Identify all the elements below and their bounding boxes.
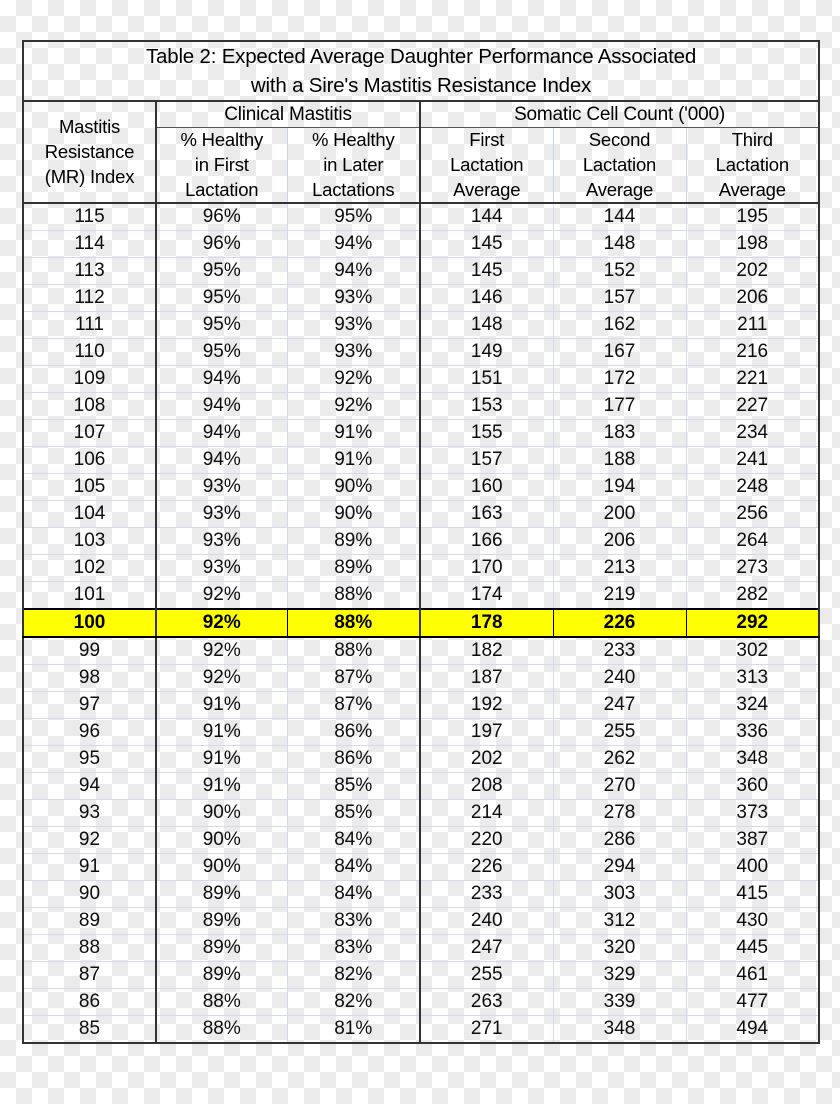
cell-scc-third-lactation: 494 [686, 1016, 819, 1044]
table-row [23, 501, 819, 528]
cell-scc-second-lactation: 144 [553, 203, 686, 231]
cell-scc-first-lactation: 145 [420, 258, 553, 285]
cell-scc-third-lactation: 221 [686, 366, 819, 393]
cell-scc-third-lactation: 461 [686, 962, 819, 989]
cell-healthy-later-lactations: 92% [287, 366, 420, 393]
table-title [23, 41, 819, 101]
cell-healthy-later-lactations: 83% [287, 935, 420, 962]
table-row [23, 528, 819, 555]
cell-scc-first-lactation: 149 [420, 339, 553, 366]
cell-healthy-first-lactation: 92% [156, 637, 287, 665]
hdr-c3-l2: Lactation [450, 154, 524, 176]
cell-mr-index: 97 [23, 692, 156, 719]
cell-healthy-first-lactation: 88% [156, 1016, 287, 1044]
cell-healthy-first-lactation: 96% [156, 203, 287, 231]
cell-scc-first-lactation: 271 [420, 1016, 553, 1044]
cell-scc-third-lactation: 216 [686, 339, 819, 366]
cell-healthy-later-lactations: 84% [287, 881, 420, 908]
hdr-c4-l2: Lactation [582, 154, 657, 176]
cell-scc-second-lactation: 262 [553, 746, 686, 773]
cell-scc-second-lactation: 162 [553, 312, 686, 339]
cell-scc-third-lactation: 445 [686, 935, 819, 962]
hdr-c2-l1: % Healthy [311, 129, 395, 151]
column-group-somatic-cell-count: Somatic Cell Count ('000) [420, 101, 819, 128]
hdr-c5-l2: Lactation [715, 154, 789, 176]
cell-scc-first-lactation: 166 [420, 528, 553, 555]
cell-scc-first-lactation: 255 [420, 962, 553, 989]
cell-scc-second-lactation: 240 [553, 665, 686, 692]
hdr-c1-l1: % Healthy [180, 129, 264, 151]
hdr-c5-l3: Average [718, 178, 786, 200]
cell-scc-first-lactation: 182 [420, 637, 553, 665]
table-title-line-2: with a Sire's Mastitis Resistance Index [250, 74, 592, 98]
cell-scc-first-lactation: 233 [420, 881, 553, 908]
hdr-c4-l1: Second [588, 129, 651, 151]
cell-healthy-first-lactation: 89% [156, 962, 287, 989]
hdr-c4-l3: Average [585, 178, 654, 200]
cell-scc-first-lactation: 144 [420, 203, 553, 231]
table-container [22, 40, 818, 1044]
cell-healthy-first-lactation: 91% [156, 692, 287, 719]
cell-scc-second-lactation: 339 [553, 989, 686, 1016]
cell-scc-first-lactation: 192 [420, 692, 553, 719]
cell-healthy-later-lactations: 82% [287, 962, 420, 989]
cell-scc-third-lactation: 202 [686, 258, 819, 285]
cell-mr-index: 94 [23, 773, 156, 800]
cell-mr-index: 106 [23, 447, 156, 474]
performance-table [22, 40, 820, 1044]
cell-healthy-later-lactations: 90% [287, 474, 420, 501]
cell-scc-second-lactation: 226 [553, 609, 686, 637]
cell-healthy-first-lactation: 95% [156, 258, 287, 285]
cell-mr-index: 93 [23, 800, 156, 827]
table-row [23, 692, 819, 719]
table-row [23, 582, 819, 610]
cell-scc-second-lactation: 233 [553, 637, 686, 665]
column-header-scc-first-lactation [420, 128, 553, 203]
cell-mr-index: 108 [23, 393, 156, 420]
table-row [23, 637, 819, 665]
cell-healthy-later-lactations: 94% [287, 258, 420, 285]
cell-healthy-first-lactation: 93% [156, 555, 287, 582]
mr-index-line-3: (MR) Index [44, 165, 135, 187]
cell-scc-first-lactation: 240 [420, 908, 553, 935]
table-row [23, 203, 819, 231]
cell-healthy-first-lactation: 91% [156, 746, 287, 773]
table-row [23, 935, 819, 962]
cell-scc-second-lactation: 157 [553, 285, 686, 312]
cell-scc-third-lactation: 415 [686, 881, 819, 908]
cell-scc-third-lactation: 273 [686, 555, 819, 582]
cell-healthy-later-lactations: 84% [287, 854, 420, 881]
cell-scc-first-lactation: 145 [420, 231, 553, 258]
cell-healthy-first-lactation: 93% [156, 501, 287, 528]
table-row [23, 827, 819, 854]
cell-healthy-later-lactations: 85% [287, 773, 420, 800]
cell-scc-second-lactation: 177 [553, 393, 686, 420]
table-row [23, 258, 819, 285]
cell-healthy-first-lactation: 96% [156, 231, 287, 258]
cell-healthy-first-lactation: 93% [156, 474, 287, 501]
cell-healthy-first-lactation: 94% [156, 393, 287, 420]
cell-scc-second-lactation: 270 [553, 773, 686, 800]
cell-scc-third-lactation: 387 [686, 827, 819, 854]
cell-scc-second-lactation: 188 [553, 447, 686, 474]
cell-healthy-later-lactations: 93% [287, 339, 420, 366]
cell-scc-third-lactation: 348 [686, 746, 819, 773]
cell-scc-third-lactation: 256 [686, 501, 819, 528]
cell-healthy-later-lactations: 85% [287, 800, 420, 827]
table-row [23, 989, 819, 1016]
cell-healthy-later-lactations: 87% [287, 665, 420, 692]
column-group-clinical-mastitis: Clinical Mastitis [156, 101, 420, 128]
table-row [23, 881, 819, 908]
cell-healthy-later-lactations: 91% [287, 420, 420, 447]
cell-scc-first-lactation: 146 [420, 285, 553, 312]
table-body [23, 203, 819, 1043]
cell-scc-first-lactation: 220 [420, 827, 553, 854]
table-row [23, 555, 819, 582]
table-head [23, 41, 819, 203]
cell-mr-index: 92 [23, 827, 156, 854]
cell-scc-second-lactation: 303 [553, 881, 686, 908]
cell-scc-third-lactation: 211 [686, 312, 819, 339]
cell-healthy-later-lactations: 88% [287, 582, 420, 610]
cell-mr-index: 88 [23, 935, 156, 962]
cell-scc-third-lactation: 430 [686, 908, 819, 935]
cell-scc-third-lactation: 302 [686, 637, 819, 665]
table-row [23, 719, 819, 746]
cell-scc-third-lactation: 227 [686, 393, 819, 420]
cell-healthy-first-lactation: 95% [156, 339, 287, 366]
cell-scc-first-lactation: 214 [420, 800, 553, 827]
column-header-healthy-later-lactations [287, 128, 420, 203]
cell-scc-second-lactation: 213 [553, 555, 686, 582]
cell-scc-first-lactation: 197 [420, 719, 553, 746]
cell-mr-index: 103 [23, 528, 156, 555]
cell-scc-first-lactation: 202 [420, 746, 553, 773]
cell-mr-index: 99 [23, 637, 156, 665]
cell-healthy-later-lactations: 95% [287, 203, 420, 231]
column-header-mr-index [23, 101, 156, 203]
cell-healthy-later-lactations: 89% [287, 555, 420, 582]
cell-scc-first-lactation: 160 [420, 474, 553, 501]
cell-healthy-first-lactation: 91% [156, 719, 287, 746]
cell-mr-index: 111 [23, 312, 156, 339]
cell-scc-second-lactation: 286 [553, 827, 686, 854]
cell-healthy-later-lactations: 87% [287, 692, 420, 719]
cell-mr-index: 105 [23, 474, 156, 501]
cell-healthy-first-lactation: 94% [156, 420, 287, 447]
cell-scc-first-lactation: 208 [420, 773, 553, 800]
cell-healthy-first-lactation: 88% [156, 989, 287, 1016]
cell-scc-first-lactation: 148 [420, 312, 553, 339]
cell-mr-index: 115 [23, 203, 156, 231]
cell-scc-third-lactation: 360 [686, 773, 819, 800]
cell-scc-first-lactation: 263 [420, 989, 553, 1016]
cell-scc-third-lactation: 264 [686, 528, 819, 555]
table-row [23, 854, 819, 881]
cell-mr-index: 95 [23, 746, 156, 773]
cell-scc-third-lactation: 373 [686, 800, 819, 827]
cell-scc-first-lactation: 155 [420, 420, 553, 447]
cell-mr-index: 114 [23, 231, 156, 258]
cell-mr-index: 86 [23, 989, 156, 1016]
cell-healthy-first-lactation: 94% [156, 366, 287, 393]
cell-scc-third-lactation: 248 [686, 474, 819, 501]
cell-mr-index: 109 [23, 366, 156, 393]
column-header-scc-second-lactation [553, 128, 686, 203]
cell-healthy-later-lactations: 86% [287, 746, 420, 773]
cell-scc-third-lactation: 206 [686, 285, 819, 312]
table-row [23, 366, 819, 393]
hdr-c1-l3: Lactation [185, 178, 259, 200]
title-row [23, 41, 819, 101]
cell-mr-index: 101 [23, 582, 156, 610]
cell-healthy-later-lactations: 88% [287, 609, 420, 637]
cell-scc-second-lactation: 152 [553, 258, 686, 285]
cell-healthy-first-lactation: 89% [156, 881, 287, 908]
cell-scc-second-lactation: 167 [553, 339, 686, 366]
cell-healthy-first-lactation: 95% [156, 285, 287, 312]
cell-scc-first-lactation: 174 [420, 582, 553, 610]
cell-scc-first-lactation: 153 [420, 393, 553, 420]
cell-healthy-later-lactations: 90% [287, 501, 420, 528]
table-row [23, 962, 819, 989]
cell-scc-third-lactation: 336 [686, 719, 819, 746]
cell-scc-third-lactation: 477 [686, 989, 819, 1016]
cell-mr-index: 90 [23, 881, 156, 908]
cell-mr-index: 98 [23, 665, 156, 692]
cell-scc-third-lactation: 400 [686, 854, 819, 881]
cell-healthy-later-lactations: 88% [287, 637, 420, 665]
cell-scc-second-lactation: 294 [553, 854, 686, 881]
cell-mr-index: 107 [23, 420, 156, 447]
cell-scc-second-lactation: 247 [553, 692, 686, 719]
table-row [23, 908, 819, 935]
cell-scc-first-lactation: 170 [420, 555, 553, 582]
hdr-c2-l3: Lactations [312, 178, 395, 200]
cell-healthy-later-lactations: 94% [287, 231, 420, 258]
table-row [23, 773, 819, 800]
cell-scc-first-lactation: 226 [420, 854, 553, 881]
cell-scc-first-lactation: 247 [420, 935, 553, 962]
cell-scc-first-lactation: 163 [420, 501, 553, 528]
cell-scc-second-lactation: 320 [553, 935, 686, 962]
cell-healthy-later-lactations: 82% [287, 989, 420, 1016]
cell-healthy-first-lactation: 89% [156, 908, 287, 935]
table-title-line-1: Table 2: Expected Average Daughter Performance Associated [146, 45, 697, 68]
cell-mr-index: 100 [23, 609, 156, 637]
cell-mr-index: 96 [23, 719, 156, 746]
cell-healthy-first-lactation: 90% [156, 800, 287, 827]
cell-healthy-later-lactations: 89% [287, 528, 420, 555]
table-row [23, 285, 819, 312]
cell-healthy-later-lactations: 81% [287, 1016, 420, 1044]
cell-healthy-first-lactation: 91% [156, 773, 287, 800]
header-group-row [23, 101, 819, 128]
table-row [23, 231, 819, 258]
table-row [23, 1016, 819, 1044]
cell-scc-second-lactation: 219 [553, 582, 686, 610]
hdr-c5-l1: Third [731, 129, 773, 151]
cell-scc-third-lactation: 292 [686, 609, 819, 637]
column-header-scc-third-lactation [686, 128, 819, 203]
cell-scc-second-lactation: 255 [553, 719, 686, 746]
hdr-c3-l3: Average [453, 178, 521, 200]
table-row [23, 746, 819, 773]
column-header-healthy-first-lactation [156, 128, 287, 203]
table-row [23, 447, 819, 474]
cell-scc-second-lactation: 329 [553, 962, 686, 989]
cell-mr-index: 89 [23, 908, 156, 935]
cell-healthy-later-lactations: 83% [287, 908, 420, 935]
table-row [23, 312, 819, 339]
cell-scc-first-lactation: 151 [420, 366, 553, 393]
cell-healthy-first-lactation: 90% [156, 827, 287, 854]
cell-healthy-first-lactation: 92% [156, 665, 287, 692]
cell-healthy-first-lactation: 93% [156, 528, 287, 555]
cell-scc-third-lactation: 234 [686, 420, 819, 447]
cell-scc-third-lactation: 241 [686, 447, 819, 474]
cell-healthy-first-lactation: 92% [156, 582, 287, 610]
cell-scc-second-lactation: 312 [553, 908, 686, 935]
cell-scc-first-lactation: 178 [420, 609, 553, 637]
cell-scc-third-lactation: 313 [686, 665, 819, 692]
cell-healthy-later-lactations: 93% [287, 285, 420, 312]
hdr-c2-l2: in Later [323, 154, 384, 176]
mr-index-line-2: Resistance [44, 140, 135, 162]
table-row [23, 800, 819, 827]
table-row [23, 665, 819, 692]
table-row [23, 339, 819, 366]
table-row [23, 609, 819, 637]
cell-scc-third-lactation: 198 [686, 231, 819, 258]
cell-mr-index: 87 [23, 962, 156, 989]
cell-healthy-later-lactations: 92% [287, 393, 420, 420]
cell-healthy-later-lactations: 86% [287, 719, 420, 746]
cell-mr-index: 85 [23, 1016, 156, 1044]
cell-scc-third-lactation: 324 [686, 692, 819, 719]
cell-healthy-later-lactations: 93% [287, 312, 420, 339]
cell-scc-second-lactation: 206 [553, 528, 686, 555]
cell-healthy-later-lactations: 91% [287, 447, 420, 474]
cell-scc-first-lactation: 157 [420, 447, 553, 474]
cell-scc-second-lactation: 194 [553, 474, 686, 501]
cell-scc-third-lactation: 195 [686, 203, 819, 231]
cell-mr-index: 113 [23, 258, 156, 285]
cell-scc-second-lactation: 172 [553, 366, 686, 393]
cell-mr-index: 104 [23, 501, 156, 528]
cell-healthy-first-lactation: 94% [156, 447, 287, 474]
cell-healthy-first-lactation: 95% [156, 312, 287, 339]
cell-scc-second-lactation: 200 [553, 501, 686, 528]
cell-mr-index: 110 [23, 339, 156, 366]
cell-mr-index: 112 [23, 285, 156, 312]
table-row [23, 474, 819, 501]
cell-scc-second-lactation: 183 [553, 420, 686, 447]
cell-scc-first-lactation: 187 [420, 665, 553, 692]
cell-healthy-first-lactation: 92% [156, 609, 287, 637]
mr-index-line-1: Mastitis [58, 116, 121, 138]
cell-healthy-later-lactations: 84% [287, 827, 420, 854]
cell-scc-second-lactation: 348 [553, 1016, 686, 1044]
cell-scc-second-lactation: 148 [553, 231, 686, 258]
table-row [23, 420, 819, 447]
hdr-c3-l1: First [469, 129, 505, 151]
table-row [23, 393, 819, 420]
cell-healthy-first-lactation: 90% [156, 854, 287, 881]
cell-scc-second-lactation: 278 [553, 800, 686, 827]
cell-mr-index: 91 [23, 854, 156, 881]
hdr-c1-l2: in First [194, 154, 249, 176]
cell-mr-index: 102 [23, 555, 156, 582]
cell-healthy-first-lactation: 89% [156, 935, 287, 962]
cell-scc-third-lactation: 282 [686, 582, 819, 610]
